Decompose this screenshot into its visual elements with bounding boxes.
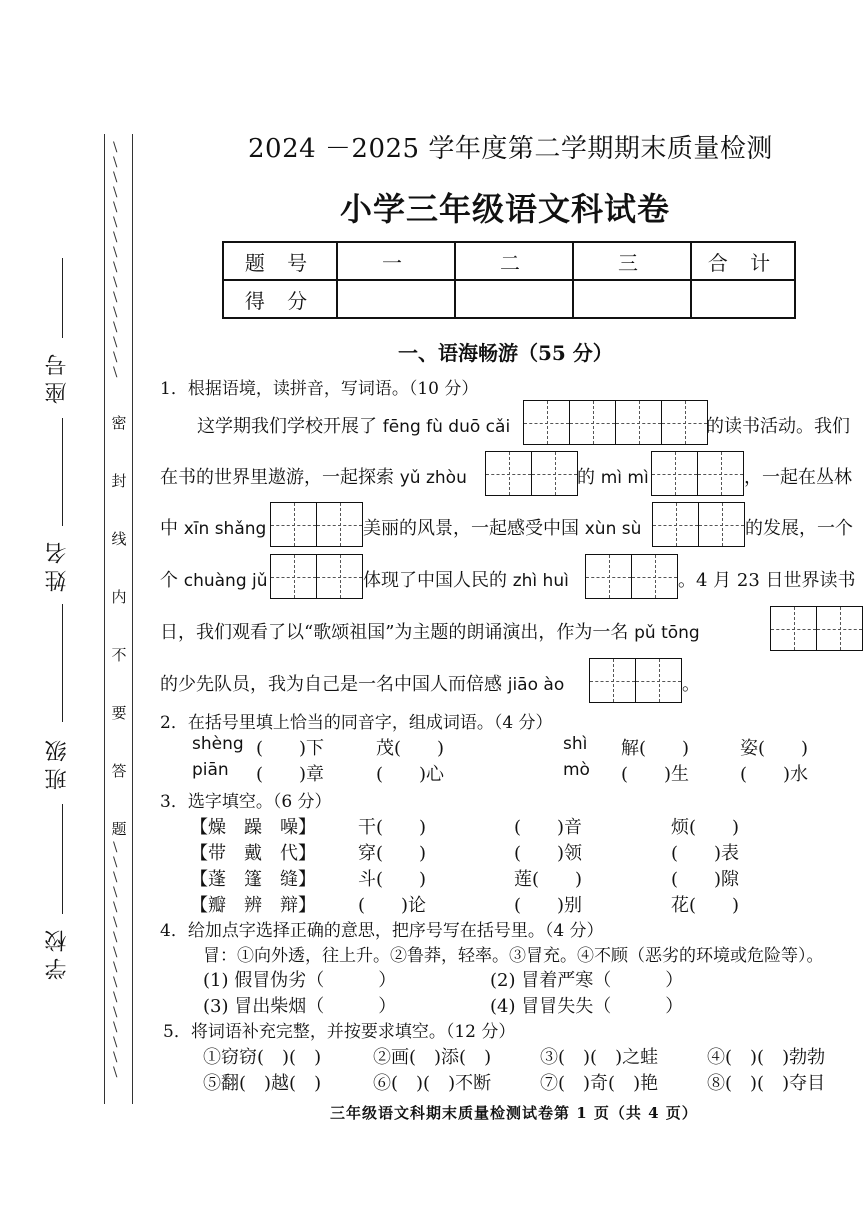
pinyin: xùn sù	[584, 519, 642, 539]
answer-grid[interactable]	[589, 658, 682, 703]
fill-blank[interactable]: ( )论	[358, 895, 427, 916]
fill-blank[interactable]: ( )生	[621, 764, 690, 785]
pinyin: zhì huì	[512, 571, 569, 591]
q1-line1-text: 这学期我们学校开展了 fēng fù duō cǎi	[197, 416, 511, 437]
fill-blank[interactable]: ( )隙	[671, 869, 740, 890]
fill-blank[interactable]: 莲( )	[514, 869, 583, 890]
score-input-cell[interactable]	[573, 280, 691, 318]
answer-grid[interactable]	[523, 400, 708, 445]
fill-blank[interactable]: ( )音	[514, 817, 583, 838]
score-header-cell: 合 计	[691, 242, 795, 280]
exam-title: 2024 －2025 学年度第二学期期末质量检测	[248, 134, 773, 164]
class-label: 班级	[45, 734, 70, 790]
fill-blank[interactable]: ( )下	[256, 738, 325, 759]
section-heading: 一、语海畅游（55 分）	[398, 341, 613, 365]
seat-number-line	[62, 258, 63, 338]
question-5-stem: 5．将词语补充完整，并按要求填空。（12 分）	[163, 1022, 516, 1042]
fill-blank[interactable]: (3) 冒出柴烟（ ）	[203, 996, 397, 1017]
question-1-stem: 1．根据语境，读拼音，写词语。（10 分）	[160, 379, 479, 399]
seal-char: 要	[111, 704, 127, 722]
score-header-cell: 一	[337, 242, 455, 280]
page-footer: 三年级语文科期末质量检测试卷第 1 页（共 4 页）	[330, 1104, 698, 1122]
score-header-cell: 题 号	[223, 242, 337, 280]
fill-blank[interactable]: 干( )	[358, 817, 427, 838]
q1-line6-end: 。	[682, 674, 700, 695]
pinyin: fēng fù duō cǎi	[382, 417, 511, 437]
q1-line3-text: 中 xīn shǎng	[160, 518, 267, 539]
fill-blank[interactable]: ( )领	[514, 843, 583, 864]
fill-blank[interactable]: ⑧( )( )夺目	[707, 1073, 826, 1094]
char-group: 【燥 躁 噪】	[190, 817, 316, 838]
pinyin: jiāo ào	[507, 675, 565, 695]
fill-blank[interactable]: ( )水	[740, 764, 809, 785]
question-2-stem: 2．在括号里填上恰当的同音字，组成词语。（4 分）	[160, 713, 553, 733]
name-label: 姓名	[45, 536, 70, 592]
pinyin: mò	[563, 760, 590, 780]
q1-line2-end: ，一起在丛林	[744, 467, 852, 488]
pinyin: pǔ tōng	[634, 623, 700, 643]
answer-grid[interactable]	[651, 451, 744, 496]
score-label-cell: 得 分	[223, 280, 337, 318]
fill-blank[interactable]: (1) 假冒伪劣（ ）	[203, 970, 397, 991]
question-3-stem: 3．选字填空。（6 分）	[160, 792, 332, 812]
pinyin: chuàng jǔ	[183, 571, 268, 591]
score-input-cell[interactable]	[337, 280, 455, 318]
fill-blank[interactable]: ( )章	[256, 764, 325, 785]
fill-blank[interactable]: ( )表	[671, 843, 740, 864]
definition-line: 冒：①向外透，往上升。②鲁莽，轻率。③冒充。④不顾（恶劣的环境或危险等）。	[203, 946, 824, 966]
answer-grid[interactable]	[585, 554, 678, 599]
fill-blank[interactable]: ③( )( )之蛙	[540, 1047, 659, 1068]
q1-line2-text: 在书的世界里遨游，一起探索 yǔ zhòu	[160, 467, 467, 488]
fill-blank[interactable]: ⑦( )奇( )艳	[540, 1073, 659, 1094]
pinyin: piān	[192, 760, 229, 780]
answer-grid[interactable]	[770, 606, 863, 651]
pinyin: shèng	[192, 734, 244, 754]
school-label: 学校	[45, 924, 70, 980]
q1-line4-end: 。4 月 23 日世界读书	[678, 570, 856, 591]
exam-subtitle: 小学三年级语文科试卷	[340, 190, 671, 228]
fill-blank[interactable]: 解( )	[621, 738, 690, 759]
fill-blank[interactable]: ②画( )添( )	[373, 1047, 492, 1068]
fill-blank[interactable]: 穿( )	[358, 843, 427, 864]
pinyin: xīn shǎng	[183, 519, 267, 539]
seal-char: 线	[111, 530, 127, 548]
q1-line1-end: 的读书活动。我们	[706, 416, 850, 437]
fill-blank[interactable]: 姿( )	[740, 738, 809, 759]
pinyin: shì	[563, 734, 588, 754]
score-header-cell: 二	[455, 242, 573, 280]
seat-number-label: 座号	[45, 348, 70, 404]
score-input-cell[interactable]	[455, 280, 573, 318]
fill-blank[interactable]: 花( )	[671, 895, 740, 916]
seal-dashes-bottom: \ \ \ \ \ \ \ \ \ \ \ \ \ \ \ \	[113, 840, 118, 1080]
answer-grid[interactable]	[485, 451, 578, 496]
fill-blank[interactable]: ①窃窃( )( )	[203, 1047, 322, 1068]
fill-blank[interactable]: ( )别	[514, 895, 583, 916]
answer-grid[interactable]	[270, 502, 363, 547]
name-line	[62, 418, 63, 526]
fill-blank[interactable]: (2) 冒着严寒（ ）	[490, 970, 684, 991]
class-line	[62, 604, 63, 722]
seal-char: 密	[111, 414, 127, 432]
pinyin: mì mì	[600, 468, 649, 488]
fill-blank[interactable]: ⑥( )( )不断	[373, 1073, 492, 1094]
char-group: 【蓬 篷 缝】	[190, 869, 316, 890]
fill-blank[interactable]: 茂( )	[376, 738, 445, 759]
answer-grid[interactable]	[652, 502, 745, 547]
seal-char: 内	[111, 588, 127, 606]
question-4-stem: 4．给加点字选择正确的意思，把序号写在括号里。（4 分）	[160, 921, 604, 941]
seal-char: 封	[111, 472, 127, 490]
answer-grid[interactable]	[270, 554, 363, 599]
seal-char: 答	[111, 762, 127, 780]
q1-line4-text: 个 chuàng jǔ	[160, 570, 268, 591]
fill-blank[interactable]: ⑤翻( )越( )	[203, 1073, 322, 1094]
seal-dashes-top: \ \ \ \ \ \ \ \ \ \ \ \ \ \ \ \	[113, 140, 118, 380]
fill-blank[interactable]: ④( )( )勃勃	[707, 1047, 826, 1068]
q1-line3-end: 的发展，一个	[745, 518, 853, 539]
seal-line-column	[104, 134, 134, 1104]
pinyin: yǔ zhòu	[399, 468, 467, 488]
seal-char: 题	[111, 820, 127, 838]
fill-blank[interactable]: (4) 冒冒失失（ ）	[490, 996, 684, 1017]
q1-line6-text: 的少先队员，我为自己是一名中国人而倍感 jiāo ào	[160, 674, 565, 695]
q1-line2-mid: 的 mì mì	[577, 467, 649, 488]
fill-blank[interactable]: 烦( )	[671, 817, 740, 838]
char-group: 【带 戴 代】	[190, 843, 316, 864]
school-line	[62, 804, 63, 914]
seal-char: 不	[111, 646, 127, 664]
char-group: 【瓣 辨 辩】	[190, 895, 316, 916]
score-header-cell: 三	[573, 242, 691, 280]
q1-line5-text: 日，我们观看了以“歌颂祖国”为主题的朗诵演出，作为一名 pǔ tōng	[160, 622, 700, 643]
score-table	[222, 241, 796, 319]
q1-line4-mid: 体现了中国人民的 zhì huì	[363, 570, 569, 591]
score-input-cell[interactable]	[691, 280, 795, 318]
q1-line3-mid: 美丽的风景，一起感受中国 xùn sù	[363, 518, 642, 539]
fill-blank[interactable]: 斗( )	[358, 869, 427, 890]
fill-blank[interactable]: ( )心	[376, 764, 445, 785]
